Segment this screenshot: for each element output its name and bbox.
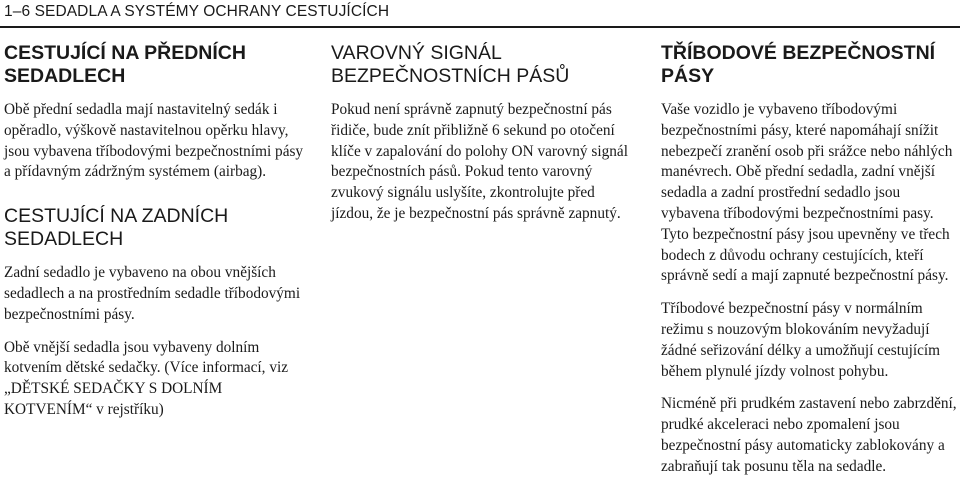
paragraph-rear-seats-2: Obě vnější sedadla jsou vybaveny dolním kotvením dětské sedačky. (Více informací, viz „DĚTSKÉ SEDAČKY S DOLNÍM KOTVENÍM“ v rejstříku)	[4, 338, 289, 418]
heading-three-point-belts: TŘÍBODOVÉ BEZPEČNOSTNÍ PÁSY	[661, 42, 936, 87]
heading-belt-warning: VAROVNÝ SIGNÁL BEZPEČNOSTNÍCH PÁSŮ	[331, 42, 570, 87]
running-head: 1–6 SEDADLA A SYSTÉMY OCHRANY CESTUJÍCÍCH	[4, 3, 390, 20]
paragraph-front-seats: Obě přední sedadla mají nastavitelný sedák i opěradlo, výškově nastavitelnou opěrku hlavy, jsou vybavena tříbodovými bezpečnostními pásy a přídavným zádržným systémem (airbag).	[4, 101, 304, 181]
column-2	[331, 42, 631, 225]
paragraph-three-point-2: Tříbodové bezpečnostní pásy v normálním režimu s nouzovým blokováním nevyžadují žádné seřizování délky a umožňují cestujícím během plynulé jízdy volnost pohybu.	[661, 300, 941, 380]
paragraph-three-point-3: Nicméně při prudkém zastavení nebo zabrzdění, prudké akceleraci nebo zpomalení jsou bezpečnostní pásy automaticky zablokovány a zabraňují tak posunu těla na sedadle.	[661, 395, 957, 475]
header-rule	[0, 26, 960, 28]
paragraph-three-point-1: Vaše vozidlo je vybaveno tříbodovými bezpečnostními pásy, které napomáhají snížit nebezpečí zranění osob při srážce nebo náhlých manévrech. Obě přední sedadla, zadní vnější sedadla a zadní prostřední sedadlo jsou vybavena tříbodovými bezpečnostními pasy. Tyto bezpečnostní pásy jsou upevněny ve třech bodech z důvodu ochrany cestujících, kteří správně sedí a mají zapnuté bezpečnostní pásy.	[661, 101, 953, 285]
paragraph-belt-warning: Pokud není správně zapnutý bezpečnostní pás řidiče, bude znít přibližně 6 sekund po otočení klíče v zapalování do polohy ON varovný signál bezpečnostních pásů. Pokud tento varovný zvukový signálu uslyšíte, zkontrolujte před jízdou, že je bezpečnostní pás správně zapnutý.	[331, 101, 628, 222]
paragraph-rear-seats-1: Zadní sedadlo je vybaveno na obou vnějších sedadlech a na prostředním sedadle tříbodovými bezpečnostními pásy.	[4, 264, 301, 323]
heading-front-seats: CESTUJÍCÍ NA PŘEDNÍCH SEDADLECH	[4, 42, 246, 87]
heading-rear-seats: CESTUJÍCÍ NA ZADNÍCH SEDADLECH	[4, 205, 229, 251]
column-1	[4, 42, 304, 421]
column-3	[661, 42, 959, 478]
